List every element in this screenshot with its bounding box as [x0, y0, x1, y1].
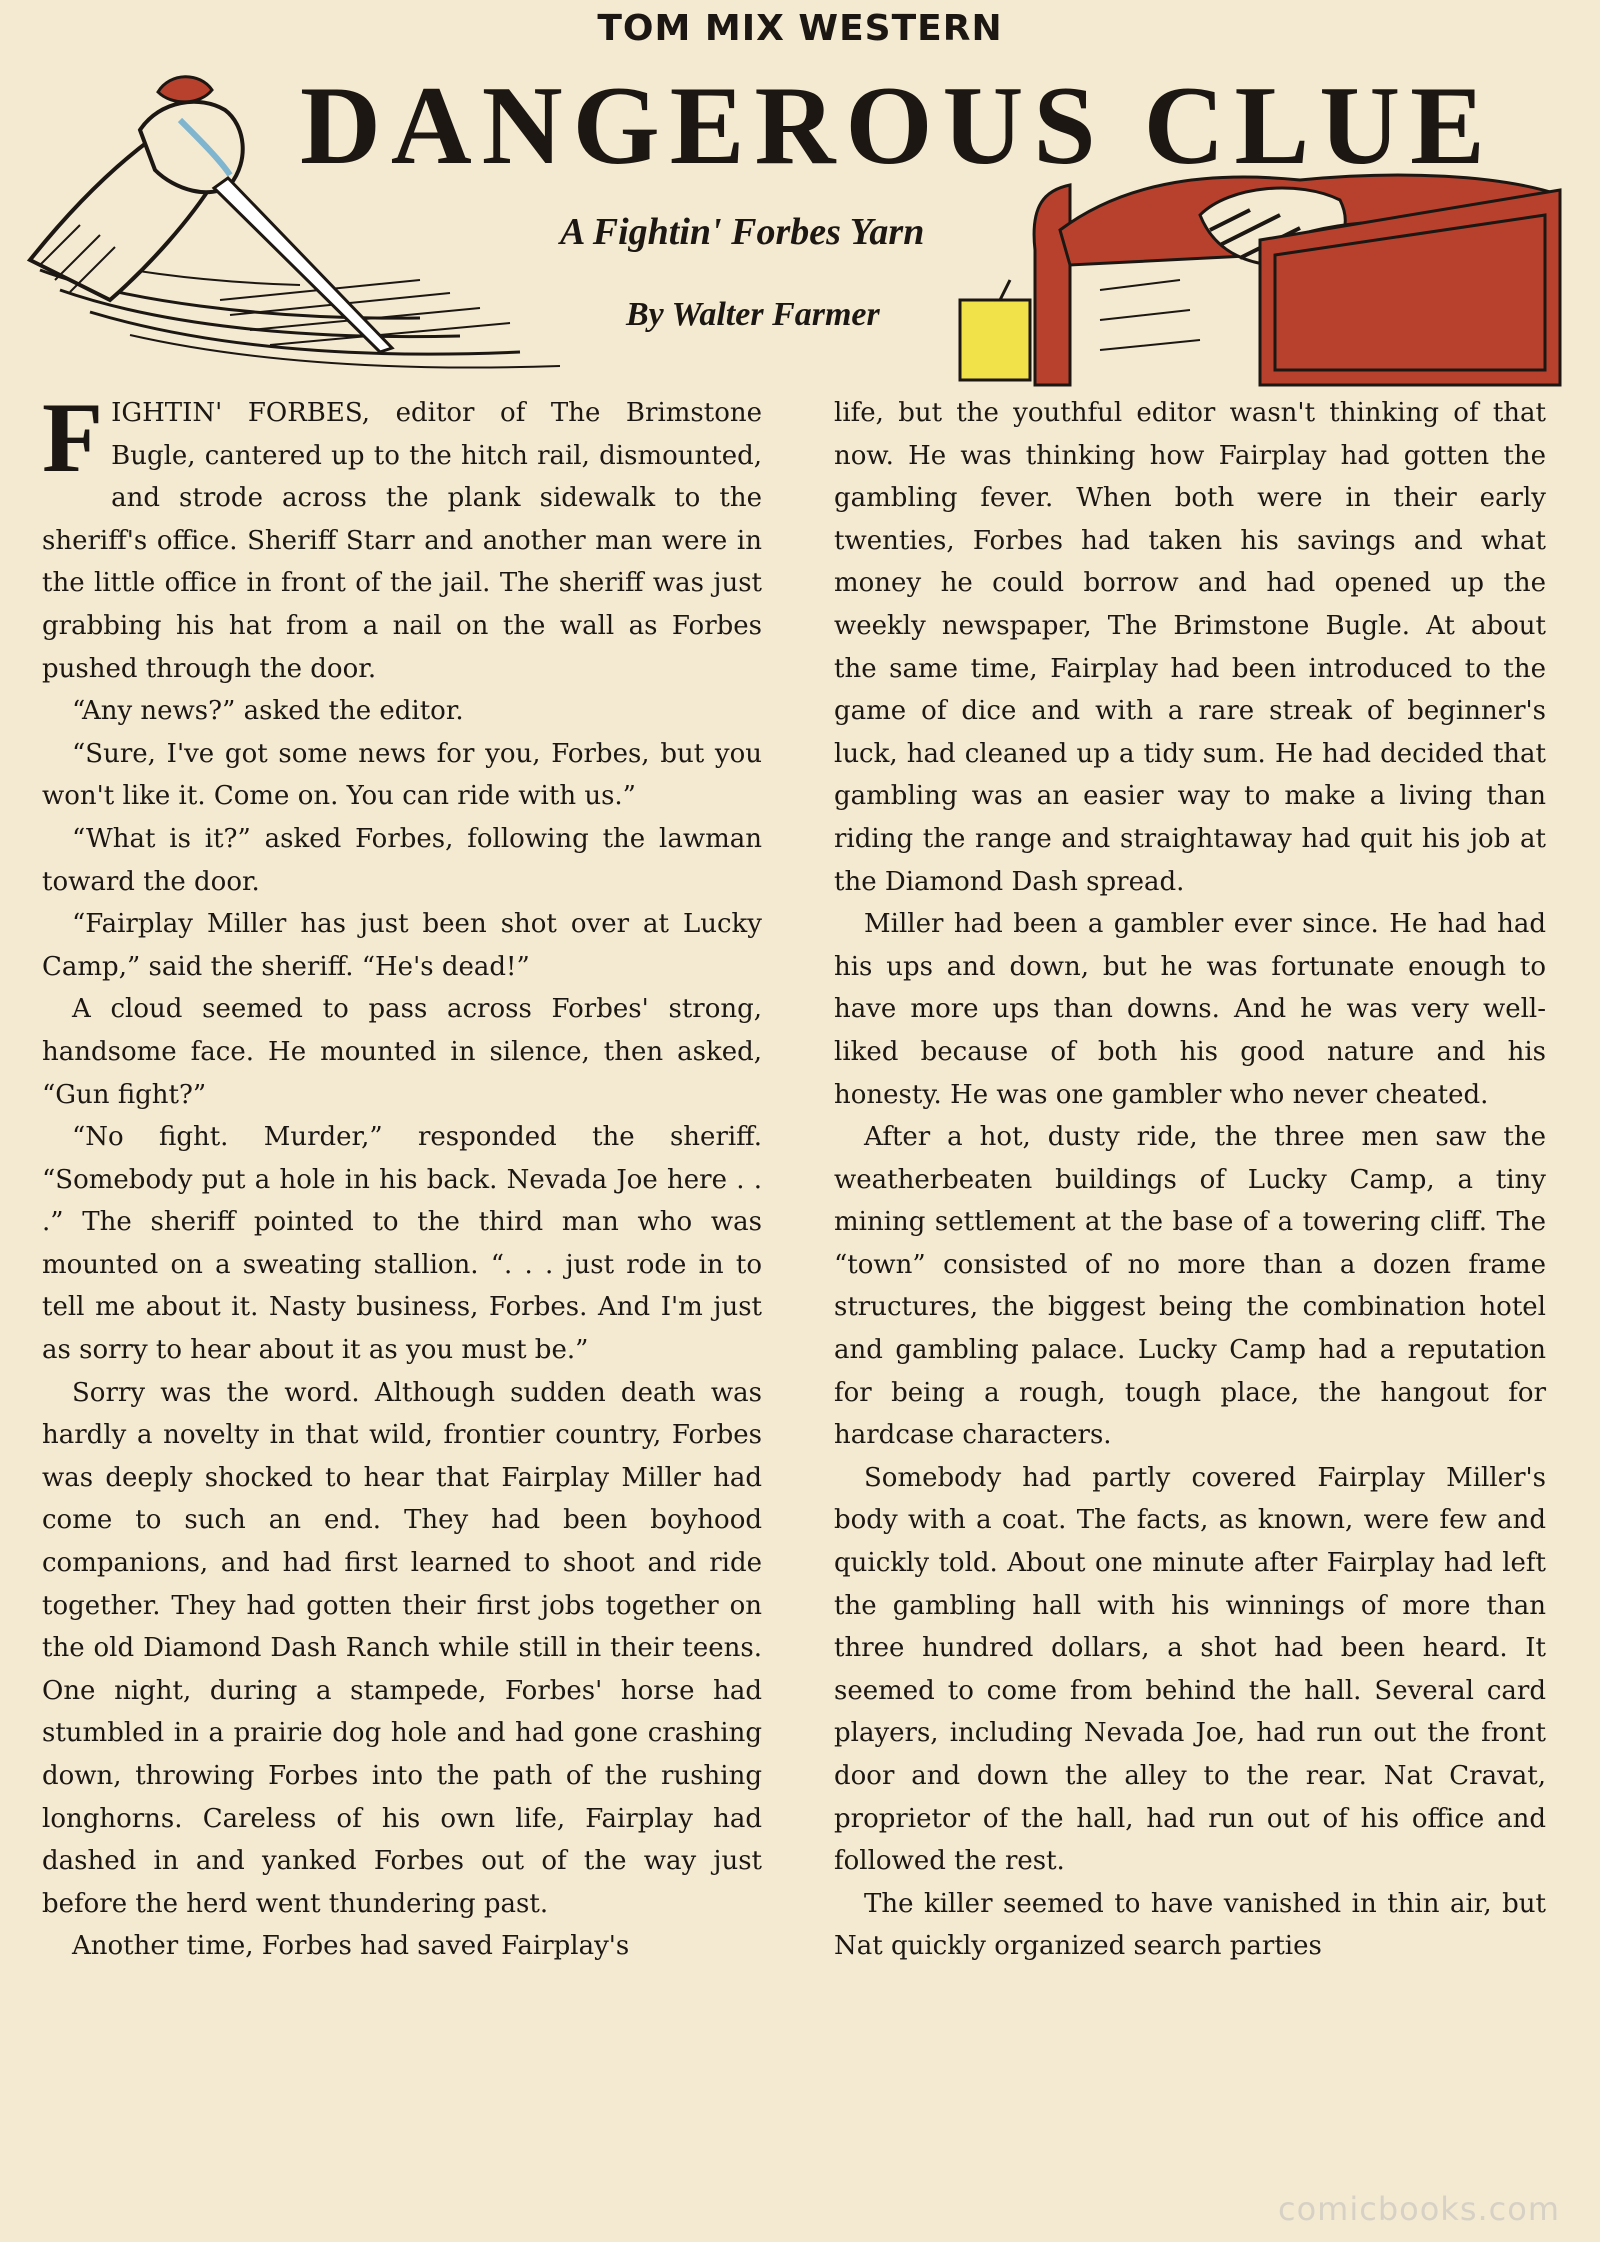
paragraph: “What is it?” asked Forbes, following the lawman toward the door. — [42, 823, 762, 897]
left-column — [42, 382, 762, 1968]
paragraph: A cloud seemed to pass across Forbes' strong, handsome face. He mounted in silence, then asked, “Gun fight?” — [42, 994, 762, 1110]
paragraph: “Fairplay Miller has just been shot over at Lucky Camp,” said the sheriff. “He's dead!” — [42, 909, 762, 982]
story-subtitle: A Fightin' Forbes Yarn — [560, 211, 925, 253]
drop-cap: F — [42, 382, 104, 493]
paragraph: Another time, Forbes had saved Fairplay's — [72, 1931, 630, 1962]
masthead: TOM MIX WESTERN — [597, 8, 1003, 49]
story-title: DANGEROUS CLUE — [300, 64, 1495, 188]
byline: By Walter Farmer — [626, 296, 880, 333]
header-illustration — [0, 0, 1600, 400]
paragraph: Somebody had partly covered Fairplay Miller's body with a coat. The facts, as known, were few and quickly told. About one minute after Fairplay had left the gambling hall with his winnings of more than three hundred dollars, a shot had been heard. It seemed to come from behind the hall. Several card players, including Nevada Joe, had run out the front door and down the alley to the rear. Nat Cravat, proprietor of the hall, had run out of his office and followed the rest. — [834, 1462, 1546, 1877]
opening-paragraph — [42, 382, 762, 690]
paragraph: “Sure, I've got some news for you, Forbes, but you won't like it. Come on. You can ride with us.” — [42, 738, 762, 812]
paragraph: life, but the youthful editor wasn't thinking of that now. He was thinking how Fairplay had gotten the gambling fever. When both were in their early twenties, Forbes had taken his savings and what money he could borrow and had opened up the weekly newspaper, The Brimstone Bugle. At about the same time, Fairplay had been introduced to the game of dice and with a rare streak of beginner's luck, had cleaned up a tidy sum. He had decided that gambling was an easier way to make a living than riding the range and straightaway had quit his job at the Diamond Dash spread. — [834, 398, 1546, 897]
paragraph: “No fight. Murder,” responded the sheriff. “Somebody put a hole in his back. Nevada Joe here . . .” The sheriff pointed to the third man who was mounted on a sweating stallion. “. . . just rode in to tell me about it. Nasty business, Forbes. And I'm just as sorry to hear about it as you must be.” — [42, 1122, 762, 1366]
paragraph: Sorry was the word. Although sudden death was hardly a novelty in that wild, frontier country, Forbes was deeply shocked to hear that Fairplay Miller had come to such an end. They had been boyhood companions, and had first learned to shoot and ride together. They had gotten their first jobs together on the old Diamond Dash Ranch while still in their teens. One night, during a stampede, Forbes' horse had stumbled in a prairie dog hole and had gone crashing down, throwing Forbes into the path of the rushing longhorns. Careless of his own life, Fairplay had dashed in and yanked Forbes out of the way just before the herd went thundering past. — [42, 1377, 762, 1919]
opening-paragraph-text: editor of The Brimstone Bugle, cantered up to the hitch rail, dismounted, and strode across the plank sidewalk to the sheriff's office. Sheriff Starr and another man were in the little office in front of the jail. The sheriff was just grabbing his hat from a nail on the wall as Forbes pushed through the door. — [42, 398, 762, 684]
right-column — [834, 392, 1546, 1968]
paragraph: The killer seemed to have vanished in thin air, but Nat quickly organized search parties — [834, 1888, 1546, 1962]
bed-illustration — [960, 175, 1560, 385]
paragraph: After a hot, dusty ride, the three men saw the weatherbeaten buildings of Lucky Camp, a tiny mining settlement at the base of a towering cliff. The “town” consisted of no more than a dozen frame structures, the biggest being the combination hotel and gambling palace. Lucky Camp had a reputation for being a rough, tough place, the hangout for hardcase characters. — [834, 1122, 1546, 1451]
paragraph: “Any news?” asked the editor. — [72, 696, 464, 727]
paragraph: Miller had been a gambler ever since. He had had his ups and down, but he was fortunate enough to have more ups than downs. And he was very well-liked because of both his good nature and his honesty. He was one gambler who never cheated. — [834, 909, 1546, 1110]
lead-in: IGHTIN' FORBES, — [111, 398, 371, 428]
watermark: comicbooks.com — [1277, 2190, 1560, 2228]
